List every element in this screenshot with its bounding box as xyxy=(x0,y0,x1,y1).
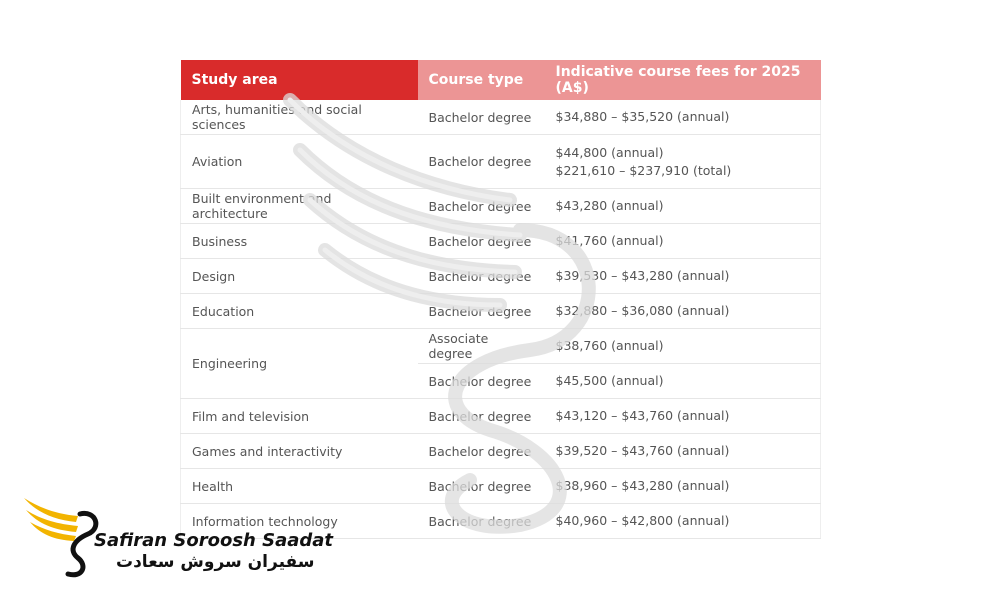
brand-name-persian: سفیران سروش سعادت xyxy=(116,552,315,572)
table-row xyxy=(181,100,821,135)
course-type-cell: Associate degree xyxy=(418,329,545,364)
course-type-cell: Bachelor degree xyxy=(418,189,545,224)
header-study-area: Study area xyxy=(181,60,418,100)
fee-cell xyxy=(545,434,821,469)
fee-cell xyxy=(545,294,821,329)
table-row xyxy=(181,294,821,329)
fee-cell xyxy=(545,504,821,539)
fee-line: $39,530 – $43,280 (annual) xyxy=(555,268,730,283)
course-type-cell: Bachelor degree xyxy=(418,434,545,469)
table-row xyxy=(181,135,821,189)
fee-cell xyxy=(545,329,821,364)
table-header-row xyxy=(181,60,821,100)
fee-line: $43,280 (annual) xyxy=(555,198,664,213)
fee-line: $41,760 (annual) xyxy=(555,233,664,248)
course-type-cell: Bachelor degree xyxy=(418,294,545,329)
fee-line: $38,760 (annual) xyxy=(555,338,664,353)
study-area-cell: Information technology xyxy=(181,504,418,539)
course-type-cell: Bachelor degree xyxy=(418,100,545,135)
course-type-cell: Bachelor degree xyxy=(418,135,545,189)
fee-line: $32,880 – $36,080 (annual) xyxy=(555,303,730,318)
fee-cell xyxy=(545,135,821,189)
course-type-cell: Bachelor degree xyxy=(418,504,545,539)
course-type-cell: Bachelor degree xyxy=(418,364,545,399)
study-area-cell: Education xyxy=(181,294,418,329)
fee-line: $34,880 – $35,520 (annual) xyxy=(555,109,730,124)
fee-line: $44,800 (annual) xyxy=(555,144,664,160)
study-area-cell: Engineering xyxy=(181,329,418,399)
table-row xyxy=(181,224,821,259)
company-logo xyxy=(22,494,334,584)
study-area-cell: Business xyxy=(181,224,418,259)
fee-cell xyxy=(545,259,821,294)
study-area-cell: Film and television xyxy=(181,399,418,434)
table-row xyxy=(181,399,821,434)
fee-cell xyxy=(545,469,821,504)
fee-line: $39,520 – $43,760 (annual) xyxy=(555,443,730,458)
fee-line: $45,500 (annual) xyxy=(555,373,664,388)
brand-name-english: Safiran Soroosh Saadat xyxy=(94,530,334,551)
study-area-cell: Aviation xyxy=(181,135,418,189)
fee-cell xyxy=(545,224,821,259)
fee-cell xyxy=(545,399,821,434)
fee-cell xyxy=(545,100,821,135)
header-course-fees: Indicative course fees for 2025 (A$) xyxy=(545,60,821,100)
course-type-cell: Bachelor degree xyxy=(418,469,545,504)
course-type-cell: Bachelor degree xyxy=(418,259,545,294)
course-type-cell: Bachelor degree xyxy=(418,224,545,259)
study-area-cell: Design xyxy=(181,259,418,294)
course-type-cell: Bachelor degree xyxy=(418,399,545,434)
study-area-cell: Arts, humanities and social sciences xyxy=(181,100,418,135)
fee-cell xyxy=(545,189,821,224)
table-row xyxy=(181,259,821,294)
fee-line: $38,960 – $43,280 (annual) xyxy=(555,478,730,493)
fee-line: $221,610 – $237,910 (total) xyxy=(555,162,732,178)
fee-line: $40,960 – $42,800 (annual) xyxy=(555,513,730,528)
course-fees-table xyxy=(180,60,821,539)
table-row xyxy=(181,329,821,364)
table-row xyxy=(181,189,821,224)
table-row xyxy=(181,434,821,469)
study-area-cell: Health xyxy=(181,469,418,504)
fee-line: $43,120 – $43,760 (annual) xyxy=(555,408,730,423)
study-area-cell: Games and interactivity xyxy=(181,434,418,469)
study-area-cell: Built environment and architecture xyxy=(181,189,418,224)
fee-cell xyxy=(545,364,821,399)
header-course-type: Course type xyxy=(418,60,545,100)
